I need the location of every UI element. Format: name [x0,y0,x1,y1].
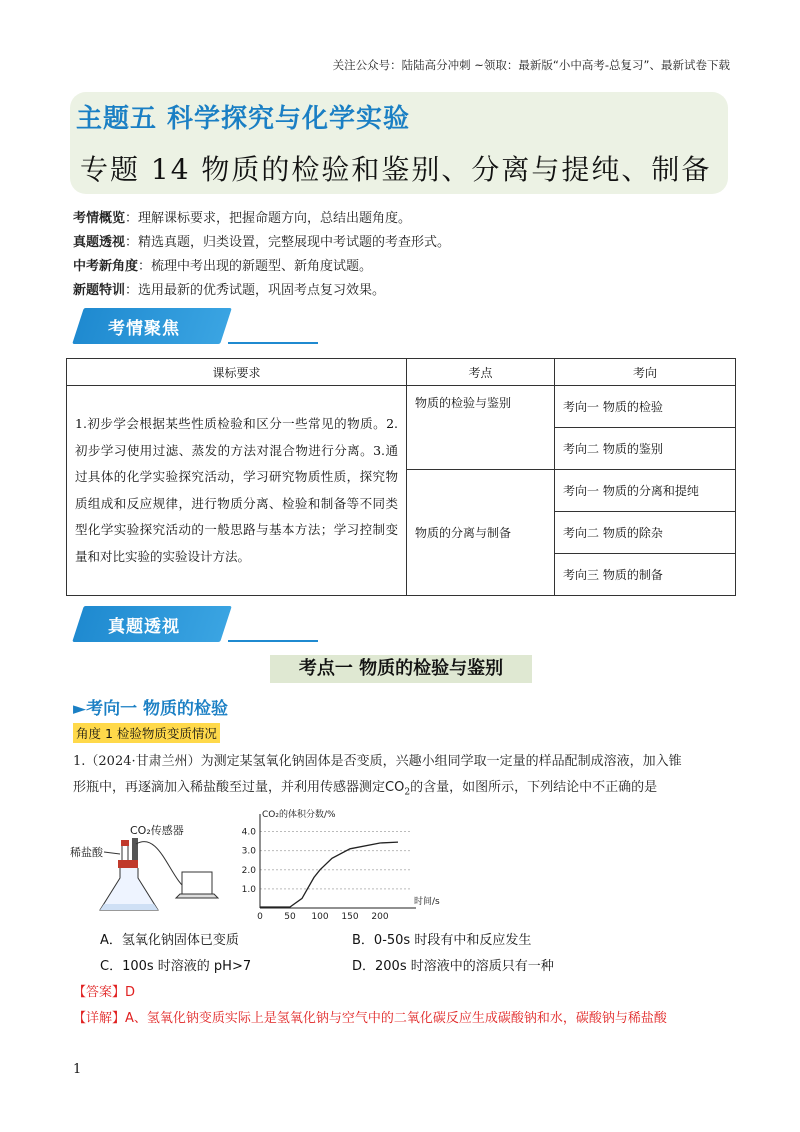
intro-line: 考情概览：理解课标要求，把握命题方向，总结出题角度。 [73,211,412,226]
sensor-probe [132,838,138,860]
direction-cell: 考向三 物质的制备 [555,554,736,596]
detail: 【详解】A、氢氧化钠变质实际上是氢氧化钠与空气中的二氧化碳反应生成碳酸钠和水，碳酸钠与稀盐酸 [73,1011,667,1026]
theme-title: 主题五 科学探究与化学实验 [76,104,411,134]
x-tick-label: 200 [371,912,389,922]
requirements-cell: 1.初步学会根据某些性质检验和区分一些常见的物质。2.初步学习使用过滤、蒸发的方法对混合物进行分离。3.通过具体的化学实验探究活动，学习研究物质性质，探究物质组成和反应规律，进行物质分离、检验和制备等不同类型化学实验探究活动的一般思路与基本方法；学习控制变量和对比实验的实验设计方法。 [67,386,407,596]
answer: 【答案】D [73,985,136,1000]
point-cell: 物质的分离与制备 [407,470,555,596]
x-axis-label: 时间/s [414,897,440,907]
sensor-label: CO₂传感器 [130,824,184,837]
intro-line: 新题特训：选用最新的优秀试题，巩固考点复习效果。 [73,283,386,298]
co2-curve [260,842,398,907]
direction-cell: 考向一 物质的检验 [555,386,736,428]
co2-chart [232,808,440,928]
direction-cell: 考向二 物质的除杂 [555,512,736,554]
y-tick-label: 2.0 [241,865,256,876]
y-tick-label: 3.0 [241,846,256,857]
x-tick-label: 150 [341,912,359,922]
option-a: A．氢氧化钠固体已变质 [100,933,239,948]
direction-heading: ►考向一 物质的检验 [73,699,228,719]
option-c: C．100s 时溶液的 pH>7 [100,959,252,974]
question-line: 形瓶中，再逐滴加入稀盐酸至过量，并利用传感器测定$CO_2$的含量，如图所示，下列结论中不正确的是 [73,780,658,798]
key-point-title: 考点一 物质的检验与鉴别 [270,655,532,683]
table-header: 考向 [555,359,736,386]
intro-line: 真题透视：精选真题，归类设置，完整展现中考试题的考查形式。 [73,235,451,250]
table-header: 课标要求 [67,359,407,386]
dropper-bulb [121,840,129,846]
flask [100,868,158,910]
stopper [118,860,138,868]
y-tick-label: 4.0 [241,827,256,838]
laptop-screen [182,872,212,894]
option-d: D．200s 时溶液中的溶质只有一种 [352,959,554,974]
section-badge-real: 真题透视 [78,606,320,644]
intro-line: 中考新角度：梳理中考出现的新题型、新角度试题。 [73,259,373,274]
flask-liquid [100,904,158,910]
table-header: 考点 [407,359,555,386]
direction-cell: 考向二 物质的鉴别 [555,428,736,470]
header-note: 关注公众号：陆陆高分冲刺 ~领取：最新版“小中高考-总复习”、最新试卷下载 [332,58,730,72]
acid-label: 稀盐酸 [70,846,103,859]
x-tick-label: 0 [257,912,263,922]
page-number: 1 [73,1062,82,1077]
point-cell: 物质的检验与鉴别 [407,386,555,470]
x-tick-label: 100 [311,912,329,922]
direction-cell: 考向一 物质的分离和提纯 [555,470,736,512]
topic-title: 专题 14 物质的检验和鉴别、分离与提纯、制备 [80,153,712,186]
option-b: B．0-50s 时段有中和反应发生 [352,933,532,948]
cable [136,842,188,890]
angle-label: 角度 1 检验物质变质情况 [73,723,220,743]
laptop-base [176,894,218,898]
leader-line [104,852,120,854]
apparatus-figure [70,820,240,920]
section-badge-focus: 考情聚焦 [78,308,320,346]
y-tick-label: 1.0 [241,884,256,895]
requirements-table [66,358,736,596]
x-tick-label: 50 [284,912,296,922]
y-axis-label: CO₂的体积分数/% [262,810,336,820]
question-line: 1.（2024·甘肃兰州）为测定某氢氧化钠固体是否变质，兴趣小组同学取一定量的样品配制成溶液，加入锥 [73,754,682,769]
